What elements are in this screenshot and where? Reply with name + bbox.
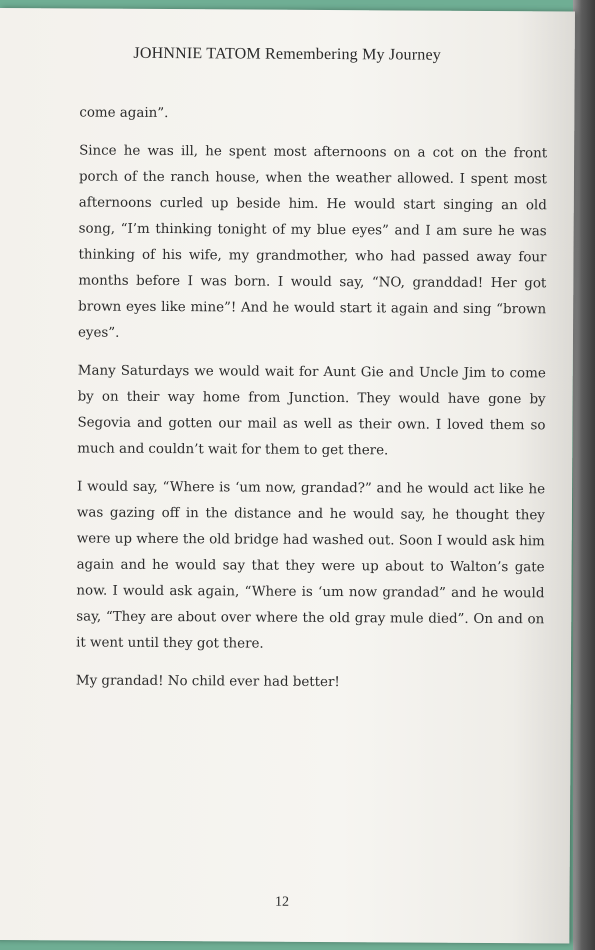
running-header: JOHNNIE TATOM Remembering My Journey [133, 44, 442, 64]
paragraph-closing: My grandad! No child ever had better! [75, 673, 340, 691]
book-spine [573, 0, 595, 950]
paragraph-porch: Since he was ill, he spent most afternoons on a cot on the front porch of the ranch house, when the weather allowed. I spent most afternoons curled up beside him. He would start singing an old song, “I’m thinking tonight of my blue eyes” and I am sure he was thinking of his wife, my grandmother, who had passed away four months before I was born. I would say, “NO, granddad! Her got brown eyes like mine”! And he would start it again and sing “brown eyes”. [77, 143, 548, 341]
page-body [76, 100, 548, 709]
page-number: 12 [274, 894, 290, 910]
paragraph-where-is-um: I would say, “Where is ‘um now, grandad?” and he would act like he was gazing off in the distance and he would say, he thought they were up where the old bridge had washed out. Soon I would ask him again and he would say that they were up about to Walton’s gate now. I would ask again, “Where is ‘um now grandad” and he would say, “They are about over where the old gray mule died”. On and on it went until they got there. [76, 479, 546, 652]
book-page [0, 8, 575, 943]
paragraph-saturdays: Many Saturdays we would wait for Aunt Gie and Uncle Jim to come by on their way home from Junction. They would have gone by Segovia and gotten our mail as well as their own. I loved them so much and couldn’t wait for them to get there. [77, 363, 546, 459]
paragraph-continuation: come again”. [79, 105, 169, 122]
